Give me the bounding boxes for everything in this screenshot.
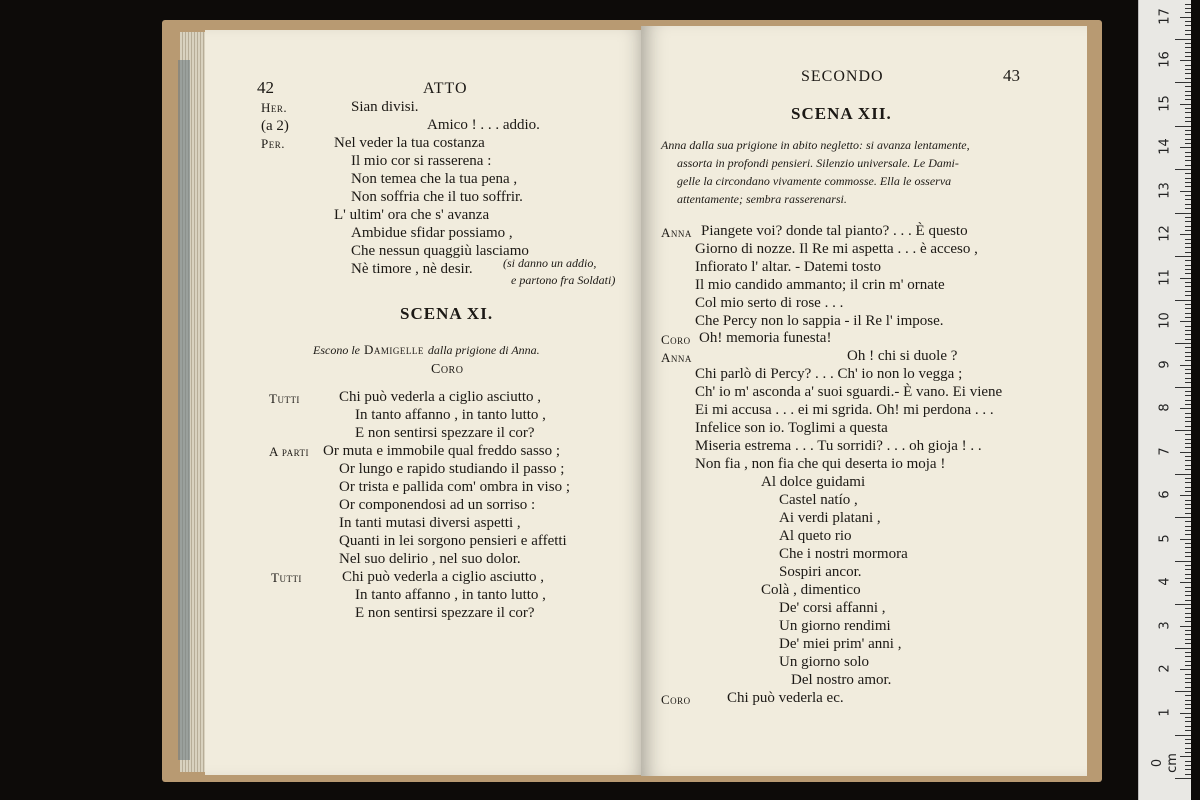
ruler-tick bbox=[1185, 587, 1191, 588]
verse-line: Chi parlò di Percy? . . . Ch' io non lo vegga ; bbox=[695, 366, 963, 382]
ruler-tick bbox=[1185, 265, 1191, 266]
ruler-tick bbox=[1180, 539, 1191, 540]
ruler-tick bbox=[1180, 408, 1191, 409]
verse-line: Nel veder la tua costanza bbox=[334, 135, 485, 151]
verse-line: Oh ! chi si duole ? bbox=[847, 348, 958, 364]
ruler-label: 6 bbox=[1157, 490, 1173, 499]
ruler-tick bbox=[1185, 769, 1191, 770]
ruler-tick bbox=[1180, 582, 1191, 583]
ruler-tick bbox=[1185, 739, 1191, 740]
ruler-tick bbox=[1185, 165, 1191, 166]
ruler-tick bbox=[1185, 121, 1191, 122]
ruler-tick bbox=[1185, 630, 1191, 631]
ruler-tick bbox=[1185, 304, 1191, 305]
ruler-tick bbox=[1185, 25, 1191, 26]
stage-direction: (si danno un addio, bbox=[503, 256, 597, 270]
ruler-tick bbox=[1185, 273, 1191, 274]
verse-line: Un giorno solo bbox=[779, 654, 869, 670]
ruler-tick bbox=[1175, 604, 1191, 605]
stage-direction: e partono fra Soldati) bbox=[511, 273, 616, 287]
ruler-tick bbox=[1185, 221, 1191, 222]
ruler-tick bbox=[1185, 500, 1191, 501]
ruler-tick bbox=[1185, 108, 1191, 109]
right-page: SECONDO 43 SCENA XII. Anna dalla sua prigione in abito negletto: si avanza lentamente, assorta in profondi pensieri. Silenzio universale. Le Dami- gelle la circondano vivamente commosse. Ella le osserva attentamente; sembra rasserenarsi. Anna Piangete voi? donde tal pianto? . . . È questo Giorno di nozze. Il Re mi aspetta . . . è acceso , Infiorato l' altar. - Datemi tosto Il mio candido ammanto; il crin m' ornate Col mio serto di rose . . . Che Percy non lo sappia - il Re l' impose. Coro Oh! memoria funesta! Anna Oh ! chi si duole ? Chi parlò di Percy? . . . Ch' io non lo vegga ; Ch' io m' asconda a' suoi sguardi.- È vano. Ei viene Ei mi accusa . . . ei mi sgrida. Oh! mi perdona . . . Infelice son io. Toglimi a questa Miseria estrema . . . Tu sorridi? . . . oh gioja ! . . Non fia , non fia che qui deserta io moja ! Al dolce guidami Castel natío , Ai verdi platani , Al queto rio Che i nostri mormora Sospiri ancor. Colà , dimentico De' corsi affanni , Un giorno rendimi De' miei prim' anni , Un giorno solo Del nostro amor. Coro Chi può vederla ec. bbox=[641, 26, 1087, 776]
verse-line: Ei mi accusa . . . ei mi sgrida. Oh! mi perdona . . . bbox=[695, 402, 994, 418]
page-number: 42 bbox=[257, 78, 274, 97]
ruler-tick bbox=[1180, 365, 1191, 366]
verse-line: Ch' io m' asconda a' suoi sguardi.- È vano. Ei viene bbox=[695, 384, 1003, 400]
ruler-tick bbox=[1185, 513, 1191, 514]
verse-line: In tanto affanno , in tanto lutto , bbox=[355, 407, 546, 423]
ruler-tick bbox=[1185, 491, 1191, 492]
ruler-tick bbox=[1185, 661, 1191, 662]
speaker: (a 2) bbox=[261, 118, 289, 134]
ruler-tick bbox=[1185, 34, 1191, 35]
ruler-tick bbox=[1185, 99, 1191, 100]
ruler-tick bbox=[1185, 30, 1191, 31]
ruler-tick bbox=[1185, 373, 1191, 374]
ruler-tick bbox=[1185, 160, 1191, 161]
speaker: Coro bbox=[661, 692, 691, 707]
running-head: ATTO bbox=[423, 80, 468, 97]
ruler-tick bbox=[1185, 708, 1191, 709]
speaker: Her. bbox=[261, 100, 288, 115]
ruler-tick bbox=[1185, 239, 1191, 240]
verse-line: Colà , dimentico bbox=[761, 582, 861, 598]
ruler-tick bbox=[1185, 352, 1191, 353]
ruler-tick bbox=[1185, 395, 1191, 396]
ruler-tick bbox=[1185, 460, 1191, 461]
ruler-tick bbox=[1185, 765, 1191, 766]
ruler-tick bbox=[1180, 278, 1191, 279]
ruler-tick bbox=[1175, 126, 1191, 127]
ruler-tick bbox=[1185, 317, 1191, 318]
ruler-tick bbox=[1185, 330, 1191, 331]
ruler-tick bbox=[1185, 752, 1191, 753]
verse-line: Non soffria che il tuo soffrir. bbox=[351, 189, 523, 205]
verse-line: L' ultim' ora che s' avanza bbox=[334, 207, 490, 223]
speaker: Per. bbox=[261, 136, 285, 151]
ruler-tick bbox=[1185, 508, 1191, 509]
verse-line: Un giorno rendimi bbox=[779, 618, 891, 634]
ruler-tick bbox=[1175, 648, 1191, 649]
verse-line: Chi può vederla ec. bbox=[727, 690, 844, 706]
verse-line: E non sentirsi spezzare il cor? bbox=[355, 425, 535, 441]
verse-line: Miseria estrema . . . Tu sorridi? . . . oh gioja ! . . bbox=[695, 438, 982, 454]
ruler-tick bbox=[1185, 556, 1191, 557]
ruler-tick bbox=[1180, 495, 1191, 496]
ruler-label: 9 bbox=[1157, 359, 1173, 369]
ruler-tick bbox=[1185, 21, 1191, 22]
ruler-tick bbox=[1185, 439, 1191, 440]
verse-line: Or lungo e rapido studiando il passo ; bbox=[339, 461, 565, 477]
ruler-label: 4 bbox=[1157, 577, 1173, 586]
ruler-tick bbox=[1180, 147, 1191, 148]
ruler-tick bbox=[1185, 65, 1191, 66]
ruler-tick bbox=[1185, 748, 1191, 749]
ruler-tick bbox=[1185, 404, 1191, 405]
ruler-tick bbox=[1180, 60, 1191, 61]
ruler-tick bbox=[1185, 178, 1191, 179]
ruler-label: 5 bbox=[1157, 533, 1173, 543]
verse-line: Non fia , non fia che qui deserta io moja ! bbox=[695, 456, 946, 472]
ruler-tick bbox=[1185, 291, 1191, 292]
ruler-tick bbox=[1180, 17, 1191, 18]
ruler-label: 0 cm bbox=[1150, 753, 1180, 773]
ruler-tick bbox=[1185, 173, 1191, 174]
ruler-tick bbox=[1185, 534, 1191, 535]
ruler-tick bbox=[1175, 735, 1191, 736]
ruler-tick bbox=[1185, 578, 1191, 579]
ruler-label: 8 bbox=[1157, 403, 1173, 412]
ruler-tick bbox=[1185, 69, 1191, 70]
ruler-tick bbox=[1175, 169, 1191, 170]
page-number: 43 bbox=[1003, 66, 1020, 85]
ruler-tick bbox=[1185, 608, 1191, 609]
ruler-tick bbox=[1185, 73, 1191, 74]
verse-line: Nè timore , nè desir. bbox=[351, 261, 473, 277]
ruler-tick bbox=[1185, 687, 1191, 688]
ruler-tick bbox=[1185, 682, 1191, 683]
ruler-tick bbox=[1180, 452, 1191, 453]
verse-line: Or componendosi ad un sorriso : bbox=[339, 497, 536, 513]
ruler-tick bbox=[1185, 12, 1191, 13]
ruler-label: 14 bbox=[1157, 138, 1173, 155]
ruler-tick bbox=[1185, 547, 1191, 548]
ruler-tick bbox=[1185, 574, 1191, 575]
verse-line: Quanti in lei sorgono pensieri e affetti bbox=[339, 533, 567, 549]
ruler-tick bbox=[1185, 286, 1191, 287]
ruler-tick bbox=[1185, 378, 1191, 379]
ruler-tick bbox=[1185, 56, 1191, 57]
ruler-tick bbox=[1185, 774, 1191, 775]
ruler-label: 16 bbox=[1157, 51, 1173, 68]
ruler-tick bbox=[1180, 234, 1191, 235]
verse-line: Giorno di nozze. Il Re mi aspetta . . . è acceso , bbox=[695, 241, 978, 257]
running-head: SECONDO bbox=[801, 68, 884, 85]
verse-line: De' miei prim' anni , bbox=[779, 636, 902, 652]
ruler-tick bbox=[1185, 117, 1191, 118]
ruler-tick bbox=[1185, 139, 1191, 140]
ruler-tick bbox=[1185, 334, 1191, 335]
ruler-tick bbox=[1185, 204, 1191, 205]
ruler-tick bbox=[1175, 474, 1191, 475]
verse-line: Infiorato l' altar. - Datemi tosto bbox=[695, 259, 881, 275]
ruler-tick bbox=[1185, 552, 1191, 553]
ruler-tick bbox=[1185, 421, 1191, 422]
ruler-tick bbox=[1185, 634, 1191, 635]
ruler-tick bbox=[1185, 78, 1191, 79]
ruler-label: 1 bbox=[1157, 707, 1173, 717]
ruler-tick bbox=[1180, 756, 1191, 757]
ruler-tick bbox=[1185, 152, 1191, 153]
ruler-tick bbox=[1185, 478, 1191, 479]
ruler-tick bbox=[1185, 295, 1191, 296]
verse-line: Amico ! . . . addio. bbox=[427, 117, 540, 133]
ruler-tick bbox=[1185, 469, 1191, 470]
ruler-tick bbox=[1185, 186, 1191, 187]
left-page bbox=[205, 30, 647, 775]
verse-line: De' corsi affanni , bbox=[779, 600, 886, 616]
verse-line: Or trista e pallida com' ombra in viso ; bbox=[339, 479, 570, 495]
verse-line: Infelice son io. Toglimi a questa bbox=[695, 420, 888, 436]
ruler-tick bbox=[1185, 282, 1191, 283]
ruler-tick bbox=[1185, 369, 1191, 370]
ruler-tick bbox=[1185, 482, 1191, 483]
verse-line: Chi può vederla a ciglio asciutto , bbox=[339, 389, 542, 405]
ruler-tick bbox=[1185, 86, 1191, 87]
ruler-tick bbox=[1185, 112, 1191, 113]
verse-line: Al queto rio bbox=[779, 528, 852, 544]
verse-line: Sospiri ancor. bbox=[779, 564, 862, 580]
ruler-tick bbox=[1175, 778, 1191, 779]
ruler-tick bbox=[1185, 269, 1191, 270]
ruler-tick bbox=[1185, 130, 1191, 131]
speaker: Tutti bbox=[271, 570, 302, 585]
ruler-tick bbox=[1185, 8, 1191, 9]
ruler-tick bbox=[1185, 52, 1191, 53]
verse-line: Ai verdi platani , bbox=[779, 510, 881, 526]
ruler-tick bbox=[1185, 695, 1191, 696]
ruler-tick bbox=[1185, 721, 1191, 722]
ruler-tick bbox=[1185, 347, 1191, 348]
ruler-tick bbox=[1180, 713, 1191, 714]
ruler-tick bbox=[1185, 313, 1191, 314]
verse-line: Al dolce guidami bbox=[761, 474, 866, 490]
ruler-tick bbox=[1175, 691, 1191, 692]
ruler-tick bbox=[1185, 443, 1191, 444]
verse-line: Oh! memoria funesta! bbox=[699, 330, 832, 346]
verse-line: E non sentirsi spezzare il cor? bbox=[355, 605, 535, 621]
ruler-tick bbox=[1175, 430, 1191, 431]
ruler-tick bbox=[1185, 143, 1191, 144]
ruler-tick bbox=[1185, 643, 1191, 644]
verse-line: Che i nostri mormora bbox=[779, 546, 908, 562]
ruler-tick bbox=[1185, 243, 1191, 244]
ruler-tick bbox=[1185, 252, 1191, 253]
ruler-tick bbox=[1185, 743, 1191, 744]
ruler-tick bbox=[1185, 339, 1191, 340]
ruler-tick bbox=[1185, 704, 1191, 705]
speaker: Anna bbox=[661, 225, 692, 240]
stage-direction: Escono le Damigelle dalla prigione di Anna. bbox=[313, 342, 540, 357]
verse-line: Sian divisi. bbox=[351, 99, 419, 115]
ruler-tick bbox=[1185, 665, 1191, 666]
verse-line: Che nessun quaggiù lasciamo bbox=[351, 243, 529, 259]
ruler-tick bbox=[1175, 213, 1191, 214]
ruler-tick bbox=[1180, 321, 1191, 322]
verse-line: In tanto affanno , in tanto lutto , bbox=[355, 587, 546, 603]
ruler-tick bbox=[1180, 191, 1191, 192]
ruler-tick bbox=[1185, 182, 1191, 183]
ruler-tick bbox=[1185, 678, 1191, 679]
ruler-label: 2 bbox=[1157, 664, 1173, 673]
ruler-tick bbox=[1185, 91, 1191, 92]
blue-endpaper bbox=[178, 60, 190, 760]
ruler-tick bbox=[1185, 230, 1191, 231]
ruler-tick bbox=[1185, 47, 1191, 48]
verse-line: Il mio cor si rasserena : bbox=[351, 153, 492, 169]
ruler-label: 10 bbox=[1157, 312, 1173, 329]
ruler-tick bbox=[1185, 521, 1191, 522]
ruler-tick bbox=[1185, 730, 1191, 731]
verse-line: Ambidue sfidar possiamo , bbox=[351, 225, 513, 241]
ruler-tick bbox=[1185, 156, 1191, 157]
ruler-tick bbox=[1180, 104, 1191, 105]
ruler-tick bbox=[1185, 543, 1191, 544]
ruler-tick bbox=[1185, 134, 1191, 135]
ruler-tick bbox=[1185, 382, 1191, 383]
verse-line: Del nostro amor. bbox=[791, 672, 892, 688]
ruler-tick bbox=[1185, 413, 1191, 414]
ruler-tick bbox=[1185, 434, 1191, 435]
ruler-tick bbox=[1185, 400, 1191, 401]
ruler-label: 12 bbox=[1157, 225, 1173, 242]
ruler-tick bbox=[1175, 39, 1191, 40]
speaker: Tutti bbox=[269, 391, 300, 406]
ruler-label: 11 bbox=[1157, 268, 1173, 286]
ruler-tick bbox=[1185, 247, 1191, 248]
verse-line: In tanti mutasi diversi aspetti , bbox=[339, 515, 521, 531]
ruler-tick bbox=[1185, 617, 1191, 618]
ruler-tick bbox=[1185, 504, 1191, 505]
ruler-tick bbox=[1185, 426, 1191, 427]
verse-line: Piangete voi? donde tal pianto? . . . È questo bbox=[701, 223, 968, 239]
ruler-tick bbox=[1185, 761, 1191, 762]
ruler-label: 13 bbox=[1157, 181, 1173, 199]
scene-heading: SCENA XI. bbox=[400, 304, 494, 323]
ruler-tick bbox=[1185, 43, 1191, 44]
ruler-tick bbox=[1185, 356, 1191, 357]
ruler-tick bbox=[1185, 195, 1191, 196]
ruler-tick bbox=[1185, 639, 1191, 640]
ruler-label: 3 bbox=[1157, 620, 1173, 630]
measuring-ruler bbox=[1138, 0, 1191, 800]
ruler-tick bbox=[1185, 621, 1191, 622]
ruler-tick bbox=[1175, 343, 1191, 344]
ruler-tick bbox=[1185, 208, 1191, 209]
speaker: A parti bbox=[269, 444, 310, 459]
verse-line: Nel suo delirio , nel suo dolor. bbox=[339, 551, 521, 567]
ruler-tick bbox=[1185, 530, 1191, 531]
ruler-tick bbox=[1185, 4, 1191, 5]
ruler-label: 15 bbox=[1157, 94, 1173, 112]
ruler-tick bbox=[1185, 95, 1191, 96]
ruler-tick bbox=[1185, 417, 1191, 418]
ruler-tick bbox=[1185, 595, 1191, 596]
speaker: Anna bbox=[661, 350, 692, 365]
ruler-label: 17 bbox=[1157, 7, 1173, 25]
verse-line: Castel natío , bbox=[779, 492, 858, 508]
ruler-tick bbox=[1185, 717, 1191, 718]
ruler-tick bbox=[1185, 391, 1191, 392]
verse-line: Che Percy non lo sappia - il Re l' impose. bbox=[695, 313, 944, 329]
ruler-tick bbox=[1185, 726, 1191, 727]
ruler-tick bbox=[1185, 569, 1191, 570]
verse-line: Non temea che la tua pena , bbox=[351, 171, 518, 187]
ruler-tick bbox=[1175, 517, 1191, 518]
ruler-tick bbox=[1185, 613, 1191, 614]
verse-line: Or muta e immobile qual freddo sasso ; bbox=[323, 443, 561, 459]
verse-line: Col mio serto di rose . . . bbox=[695, 295, 844, 311]
verse-line: Il mio candido ammanto; il crin m' ornate bbox=[695, 277, 945, 293]
ruler-tick bbox=[1185, 565, 1191, 566]
ruler-tick bbox=[1185, 526, 1191, 527]
verse-line: Chi può vederla a ciglio asciutto , bbox=[342, 569, 545, 585]
scene-heading: SCENA XII. bbox=[791, 104, 892, 123]
ruler-tick bbox=[1185, 226, 1191, 227]
ruler-tick bbox=[1180, 626, 1191, 627]
ruler-tick bbox=[1185, 447, 1191, 448]
ruler-tick bbox=[1185, 308, 1191, 309]
chorus-heading: Coro bbox=[431, 362, 464, 377]
ruler-tick bbox=[1180, 669, 1191, 670]
ruler-tick bbox=[1185, 652, 1191, 653]
ruler-tick bbox=[1185, 260, 1191, 261]
ruler-label: 7 bbox=[1157, 446, 1173, 456]
ruler-tick bbox=[1185, 674, 1191, 675]
ruler-tick bbox=[1185, 600, 1191, 601]
ruler-tick bbox=[1175, 256, 1191, 257]
ruler-tick bbox=[1185, 199, 1191, 200]
ruler-tick bbox=[1175, 387, 1191, 388]
ruler-tick bbox=[1185, 326, 1191, 327]
ruler-tick bbox=[1175, 561, 1191, 562]
ruler-tick bbox=[1185, 487, 1191, 488]
ruler-tick bbox=[1185, 465, 1191, 466]
speaker: Coro bbox=[661, 332, 691, 347]
ruler-tick bbox=[1185, 656, 1191, 657]
ruler-tick bbox=[1185, 700, 1191, 701]
ruler-tick bbox=[1175, 82, 1191, 83]
ruler-tick bbox=[1185, 591, 1191, 592]
ruler-tick bbox=[1185, 217, 1191, 218]
ruler-tick bbox=[1185, 456, 1191, 457]
ruler-tick bbox=[1175, 300, 1191, 301]
ruler-tick bbox=[1185, 360, 1191, 361]
